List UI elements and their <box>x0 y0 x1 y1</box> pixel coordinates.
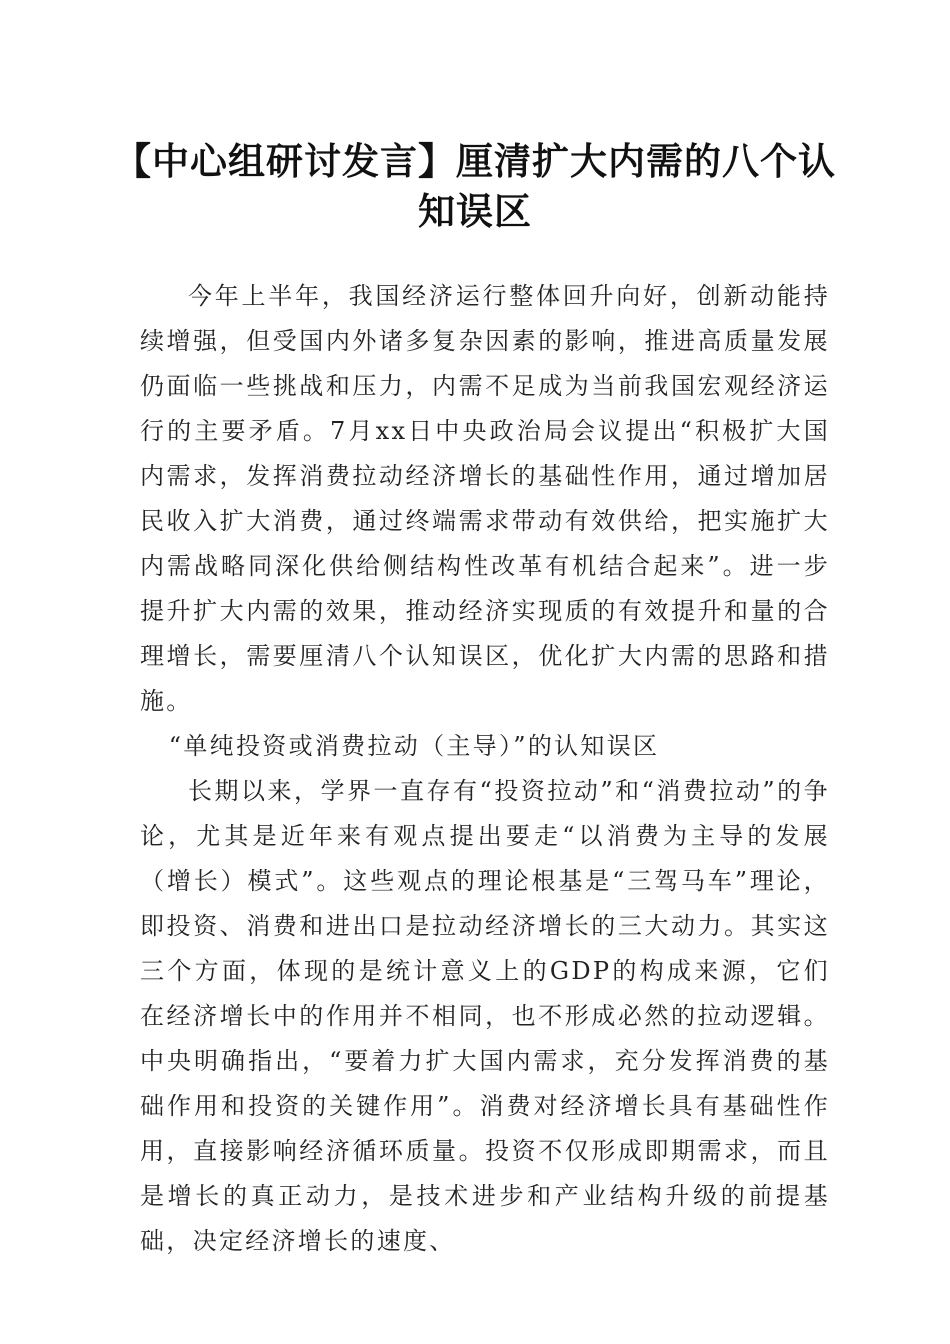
body-paragraph: 长期以来，学界一直存有“投资拉动”和“消费拉动”的争论，尤其是近年来有观点提出要走“以消费为主导的发展（增长）模式”。这些观点的理论根基是“三驾马车”理论，即投资、消费和进出口是拉动经济增长的三大动力。其实这三个方面，体现的是统计意义上的GDP的构成来源，它们在经济增长中的作用并不相同，也不形成必然的拉动逻辑。中央明确指出，“要着力扩大国内需求，充分发挥消费的基础作用和投资的关键作用”。消费对经济增长具有基础性作用，直接影响经济循环质量。投资不仅形成即期需求，而且是增长的真正动力，是技术进步和产业结构升级的前提基础，决定经济增长的速度、 <box>140 777 830 1255</box>
section-heading: “单纯投资或消费拉动（主导）”的认知误区 <box>168 732 660 760</box>
document-body <box>140 274 830 1264</box>
body-paragraph-intro: 今年上半年，我国经济运行整体回升向好，创新动能持续增强，但受国内外诸多复杂因素的影响，推进高质量发展仍面临一些挑战和压力，内需不足成为当前我国宏观经济运行的主要矛盾。7月xx日中央政治局会议提出“积极扩大国内需求，发挥消费拉动经济增长的基础性作用，通过增加居民收入扩大消费，通过终端需求带动有效供给，把实施扩大内需战略同深化供给侧结构性改革有机结合起来”。进一步提升扩大内需的效果，推动经济实现质的有效提升和量的合理增长，需要厘清八个认知误区，优化扩大内需的思路和措施。 <box>140 282 830 715</box>
document-title: 【中心组研讨发言】厘清扩大内需的八个认知误区 <box>114 139 836 233</box>
